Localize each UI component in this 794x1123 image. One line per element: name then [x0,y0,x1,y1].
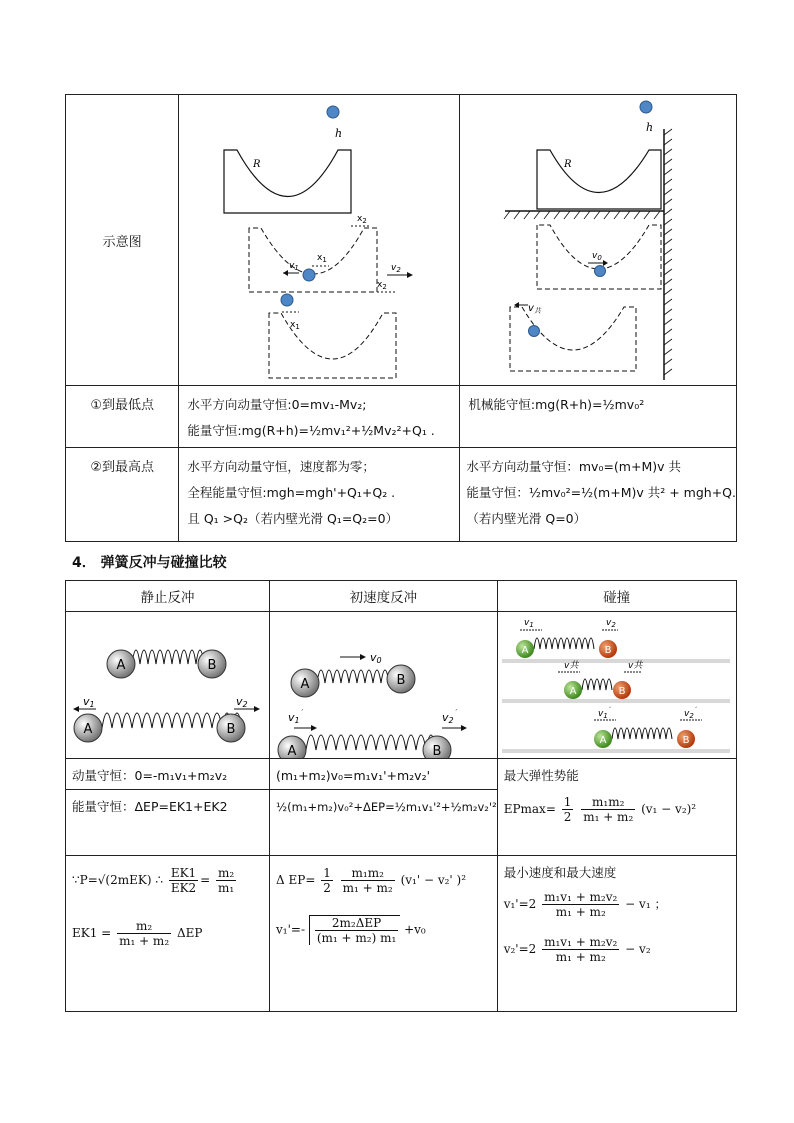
section-title: 4． 弹簧反冲与碰撞比较 [72,555,227,571]
ball-icon [640,101,652,113]
diagram-initial-velocity-recoil [270,612,498,759]
row-label-diagram: 示意图 [66,95,179,386]
svg-text:A: A [116,658,126,673]
table-half-pipe [65,94,737,542]
ball-icon [595,266,606,277]
svg-text:B: B [226,722,236,737]
svg-text:A: A [599,735,607,746]
ball-icon [281,294,293,306]
table-spring-collision [65,580,737,1012]
svg-text:v0: v0 [370,651,382,665]
svg-text:v2: $v_2$ [605,618,616,629]
svg-text:v2´: v2´ [442,709,458,725]
diagram-free-trough [179,95,460,386]
row-label-highest: ②到最高点 [66,448,179,542]
cell-highest-wall: 水平方向动量守恒：mv₀=(m+M)v 共 能量守恒：½mv₀²=½(m+M)v 共² + mgh+Q. （若内壁光滑 Q=0） [460,448,737,542]
cell-energy-static: 能量守恒：ΔEP=EK1+EK2 [66,790,270,856]
trough-diagram-left [179,95,459,385]
diagram-collision [497,612,736,759]
diagram-wall-trough [460,95,737,386]
svg-text:h: h [646,121,654,134]
cell-min-max-velocity: 最小速度和最大速度 v₁'=2 $\frac{\text{m₁v₁ + m₂v₂}}{\text{m₁ + m₂}}$ − v₁ ； v₂'=2 $\frac{\text{m₁v₁ + m₂v₂}}{\text{m₁ + m₂}}$ − v₂ [497,856,736,1012]
svg-text:A: A [521,645,529,656]
svg-text:v2: v2 [236,695,248,709]
svg-text:B: B [682,735,690,746]
svg-text:A: A [83,722,93,737]
svg-text:v共: v共 [627,661,643,671]
ball-icon [529,326,540,337]
svg-text:v1: $v_1$ [523,618,534,629]
row-label-lowest: ①到最低点 [66,386,179,448]
header-collision: 碰撞 [497,581,736,612]
ball-icon [327,106,339,118]
svg-text:R: R [564,159,572,170]
svg-text:x2: $x_2$ [377,280,388,291]
cell-max-elastic-pe: 最大弹性势能 EPmax= $\frac{1}{2}$ $\frac{\text{m₁m₂}}{\text{m₁ + m₂}}$ (v₁ − v₂)² [497,759,736,856]
svg-text:v共: v共 [563,661,579,671]
svg-text:x2: $x_2$ [357,214,368,225]
svg-text:v1´: $v_1^´$ [597,707,611,720]
svg-text:h: h [335,127,343,140]
svg-text:v2: $v_2$ [391,263,402,274]
svg-text:B: B [396,673,406,688]
trough-diagram-right [460,95,728,385]
header-initial-velocity-recoil: 初速度反冲 [270,581,498,612]
cell-momentum-initial: (m₁+m₂)v₀=m₁v₁'+m₂v₂' [270,759,498,790]
header-static-recoil: 静止反冲 [66,581,270,612]
svg-text:v1´: v1´ [288,709,304,725]
svg-text:x1: $x_1$ [317,253,328,264]
diagram-static-recoil [66,612,270,759]
svg-text:v1: $v_1$ [289,261,300,272]
cell-energy-initial: ½(m₁+m₂)v₀²+ΔEP=½m₁v₁'²+½m₂v₂'² [270,790,498,856]
svg-text:v0: $v_0$ [592,251,603,262]
cell-lowest-free: 水平方向动量守恒:0=mv₁-Mv₂; 能量守恒:mg(R+h)=½mv₁²+½Mv₂²+Q₁ . [179,386,460,448]
svg-text:A: A [300,677,310,692]
svg-text:A: A [569,686,577,697]
svg-text:B: B [207,658,217,673]
cell-highest-free: 水平方向动量守恒，速度都为零； 全程能量守恒:mgh=mgh'+Q₁+Q₂ . 且 Q₁ >Q₂（若内壁光滑 Q₁=Q₂=0） [179,448,460,542]
svg-text:v共: $v_共$ [528,303,542,315]
svg-text:x1: $x_1$ [290,320,301,331]
svg-text:v2´: $v_2^´$ [683,707,697,720]
cell-momentum-static: 动量守恒：0=-m₁v₁+m₂v₂ [66,759,270,790]
svg-text:v1: v1 [83,695,95,709]
svg-text:B: B [604,645,612,656]
svg-text:B: B [618,686,626,697]
svg-text:B: B [432,744,442,758]
ball-icon [303,269,315,281]
cell-lowest-wall: 机械能守恒:mg(R+h)=½mv₀² [460,386,737,448]
svg-text:A: A [287,744,297,758]
svg-text:R: R [253,159,261,170]
cell-recoil-velocity: Δ EP= $\frac{1}{2}$ $\frac{\text{m₁m₂}}{\text{m₁ + m₂}}$ (v₁' − v₂' )² v₁'=- $\frac{\text{2m₂ΔEP}}{\text{(m₁ + m₂) m₁}}$ +v₀ [270,856,498,1012]
cell-energy-split: ∵P=√(2mEK) ∴ $\frac{EK1}{EK2}$ = $\frac{\text{m₂}}{\text{m₁}}$ EK1 = $\frac{\text{m₂}}{\text{m₁ + m₂}}$ ΔEP [66,856,270,1012]
